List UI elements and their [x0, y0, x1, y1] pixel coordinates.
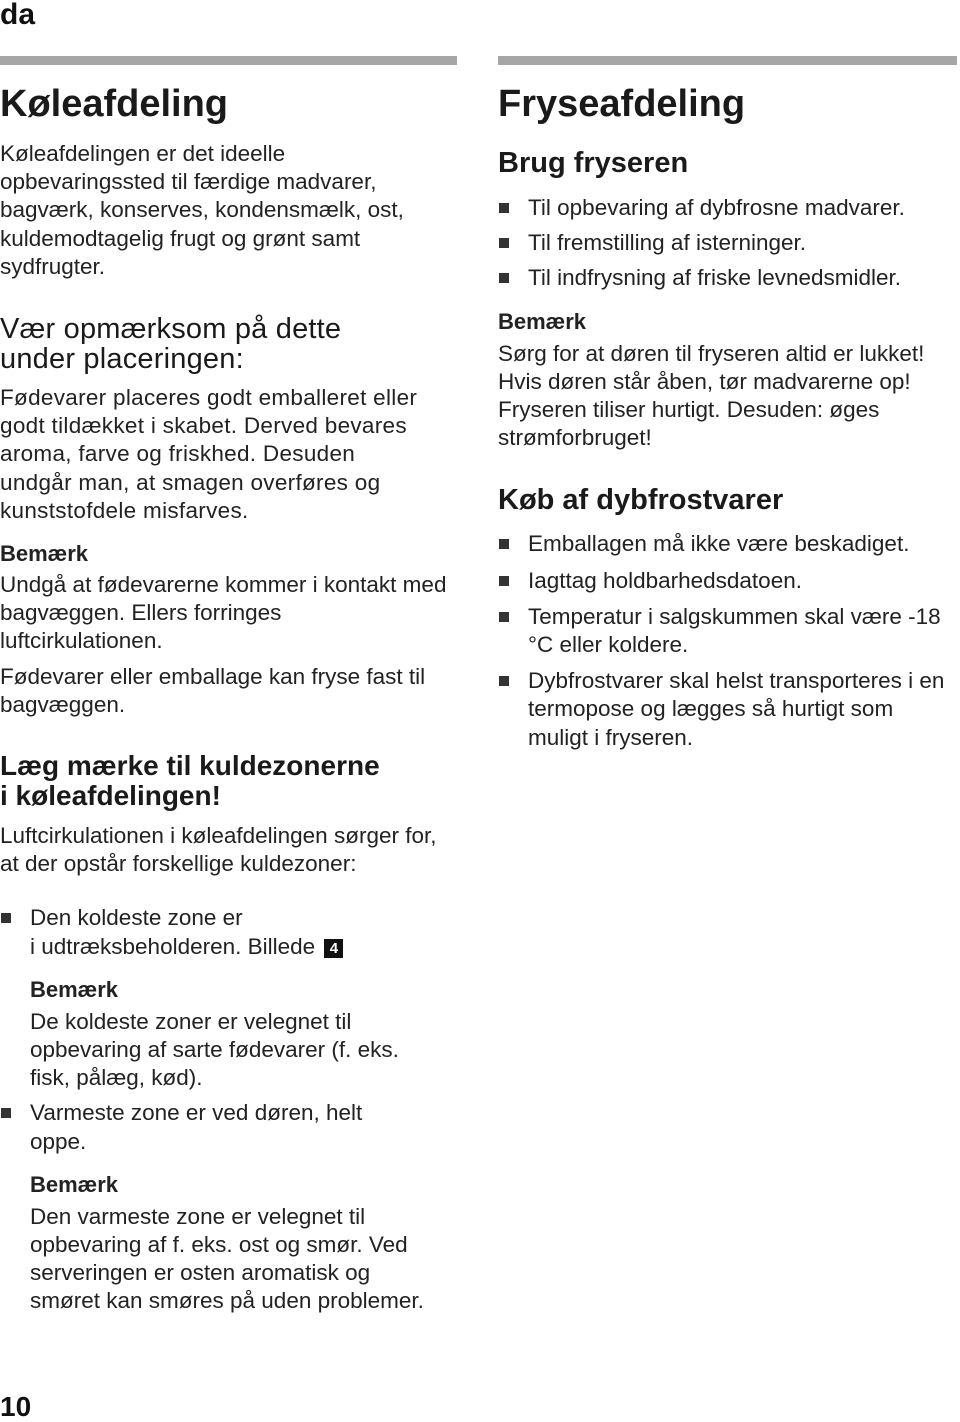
- square-bullet-icon: [499, 238, 509, 248]
- placement-heading-line2: under placeringen:: [0, 343, 244, 376]
- page-number: 10: [0, 1391, 32, 1422]
- list-item: [0, 904, 457, 960]
- use-freezer-list: [498, 194, 957, 293]
- zone-item-2: Varmeste zone er ved døren, helt oppe.: [30, 1100, 363, 1154]
- zones-list: [0, 904, 457, 960]
- list-item: [498, 603, 958, 659]
- zone-note-2: [0, 1171, 457, 1316]
- square-bullet-icon: [499, 676, 509, 686]
- square-bullet-icon: [499, 203, 509, 213]
- list-item: [498, 667, 958, 752]
- use-note-text: Sørg for at døren til fryseren altid er lukket! Hvis døren står åben, tør madvarerne op! Fryseren tiliser hurtigt. Desuden: øges strømforbruget!: [498, 340, 925, 451]
- section-title-refrigerator: Køleafdeling: [0, 83, 229, 125]
- list-item: [498, 229, 957, 257]
- zone-note-2-label: Bemærk: [30, 1171, 119, 1197]
- zone-item-1-line1: Den koldeste zone er: [30, 905, 243, 931]
- square-bullet-icon: [499, 273, 509, 283]
- buy-item-3: Temperatur i salgskummen skal være -18 °C eller koldere.: [528, 603, 941, 658]
- list-item: [498, 194, 957, 222]
- use-item-1: Til opbevaring af dybfrosne madvarer.: [528, 195, 905, 220]
- use-item-2: Til fremstilling af isterninger.: [528, 230, 807, 256]
- square-bullet-icon: [1, 913, 11, 923]
- section-rule: [0, 56, 457, 65]
- zone-item-1-line2: i udtræksbeholderen. Billede: [30, 933, 316, 959]
- zones-list-2: [0, 1099, 457, 1155]
- left-column: [0, 56, 457, 1316]
- buy-item-2: Iagttag holdbarhedsdatoen.: [528, 567, 802, 593]
- refrigerator-intro: Køleafdelingen er det ideelle opbevaringssted til færdige madvarer, bagværk, konserves, kondensmælk, ost, kuldemodtagelig frugt og grønt samt sydfrugter.: [0, 141, 404, 279]
- zone-note-1-label: Bemærk: [30, 976, 119, 1002]
- placement-note-label: Bemærk: [0, 541, 89, 567]
- placement-text: Fødevarer placeres godt emballeret eller godt tildækket i skabet. Derved bevares aroma, farve og friskhed. Desuden undgår man, at smagen overføres og kunststofdele misfarves.: [0, 385, 418, 523]
- right-column: [498, 56, 957, 752]
- buy-frozen-list: [498, 530, 957, 751]
- use-freezer-heading: Brug fryseren: [498, 147, 689, 179]
- zones-heading: [0, 751, 457, 811]
- figure-reference-badge: 4: [324, 939, 343, 958]
- square-bullet-icon: [499, 539, 509, 549]
- buy-frozen-heading: Køb af dybfrostvarer: [498, 484, 784, 517]
- section-rule: [498, 56, 957, 65]
- square-bullet-icon: [499, 576, 509, 586]
- list-item: [498, 530, 957, 558]
- zones-heading-line1: Læg mærke til kuldezonerne: [0, 750, 380, 782]
- list-item: [498, 264, 957, 292]
- square-bullet-icon: [499, 612, 509, 622]
- use-note-label: Bemærk: [498, 308, 587, 334]
- language-code: da: [0, 0, 36, 31]
- zone-note-1: [0, 976, 457, 1093]
- zone-note-2-text: Den varmeste zone er velegnet til opbevaring af f. eks. ost og smør. Ved serveringen er osten aromatisk og smøret kan smøres på uden problemer.: [30, 1203, 424, 1314]
- buy-item-4: Dybfrostvarer skal helst transporteres i en termopose og lægges så hurtigt som muligt i fryseren.: [528, 668, 945, 750]
- placement-note-text-2: Fødevarer eller emballage kan fryse fast til bagvæggen.: [0, 663, 426, 717]
- placement-heading-line1: Vær opmærksom på dette: [0, 313, 342, 346]
- use-item-3: Til indfrysning af friske levnedsmidler.: [528, 265, 902, 291]
- placement-note-text-1: Undgå at fødevarerne kommer i kontakt med bagvæggen. Ellers forringes luftcirkulationen.: [0, 572, 447, 654]
- buy-item-1: Emballagen må ikke være beskadiget.: [528, 531, 910, 557]
- square-bullet-icon: [1, 1108, 11, 1118]
- section-title-freezer: Fryseafdeling: [498, 83, 746, 125]
- placement-heading: [0, 314, 457, 374]
- list-item: [0, 1099, 410, 1155]
- zones-heading-line2: i køleafdelingen!: [0, 780, 221, 812]
- list-item: [498, 567, 957, 595]
- zone-note-1-text: De koldeste zoner er velegnet til opbevaring af sarte fødevarer (f. eks. fisk, pålæg, kød).: [30, 1008, 399, 1091]
- zones-intro: Luftcirkulationen i køleafdelingen sørger for, at der opstår forskellige kuldezoner:: [0, 823, 437, 877]
